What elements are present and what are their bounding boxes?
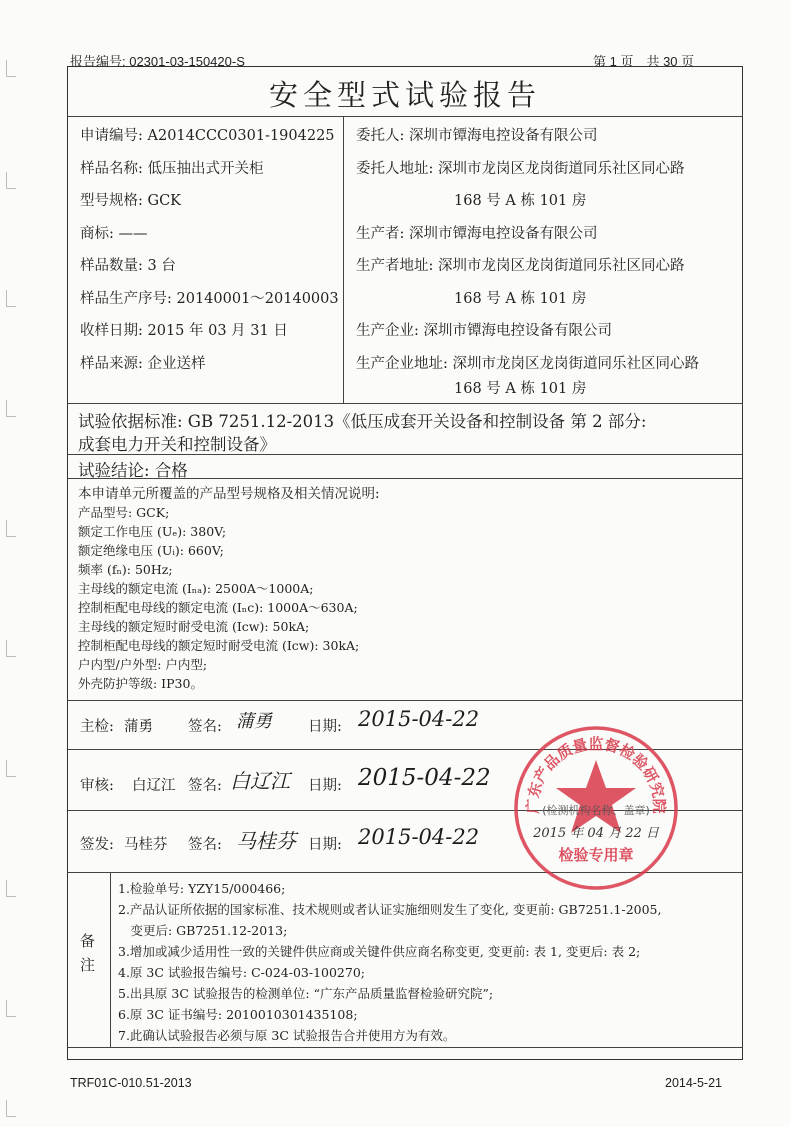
form-date: 2014-5-21: [665, 1076, 722, 1090]
remark-item: 2.产品认证所依据的国家标准、技术规则或者认证实施细则发生了变化, 变更前: GB7251.1-2005,: [118, 902, 662, 917]
star-icon: [556, 760, 636, 833]
form-code: TRF01C-010.51-2013: [70, 1076, 192, 1090]
margin-mark: [6, 520, 16, 537]
inspector-role: 主检:: [80, 719, 114, 735]
inspector-sign-label: 签名:: [188, 719, 222, 735]
field-manufacturer-address: 生产企业地址: 深圳市龙岗区龙岗街道同乐社区同心路: [356, 356, 699, 372]
remark-item: 3.增加或减少适用性一致的关键件供应商或关键件供应商名称变更, 变更前: 表 1, 变更后: 表 2;: [118, 944, 641, 959]
margin-mark: [6, 760, 16, 777]
field-client-address-cont: 168 号 A 栋 101 房: [454, 193, 587, 209]
margin-mark: [6, 640, 16, 657]
inspector-name: 蒲勇: [124, 719, 153, 735]
page-indicator: 第 1 页 共 30 页: [593, 54, 695, 69]
report-title: 安全型式试验报告: [268, 78, 541, 112]
field-producer-address-cont: 168 号 A 栋 101 房: [454, 291, 587, 307]
remark-item: 4.原 3C 试验报告编号: C-024-03-100270;: [118, 965, 366, 980]
margin-mark: [6, 172, 16, 189]
field-producer: 生产者: 深圳市镡海电控设备有限公司: [356, 226, 598, 242]
stamp-bottom-text: 检验专用章: [558, 846, 634, 864]
field-client: 委托人: 深圳市镡海电控设备有限公司: [356, 128, 598, 144]
reviewer-date-label: 日期:: [308, 778, 342, 794]
reviewer-sign-label: 签名:: [188, 778, 222, 794]
approver-date: 2015-04-22: [358, 825, 480, 849]
inspector-signature: 蒲勇: [236, 711, 272, 732]
field-receive-date: 收样日期: 2015 年 03 月 31 日: [80, 323, 288, 339]
approver-name: 马桂芬: [124, 837, 168, 853]
spec-item: 主母线的额定短时耐受电流 (Icw): 50kA;: [78, 619, 310, 634]
divider: [110, 872, 111, 1047]
field-manufacturer: 生产企业: 深圳市镡海电控设备有限公司: [356, 323, 612, 339]
divider: [68, 700, 742, 701]
field-manufacturer-address-cont: 168 号 A 栋 101 房: [454, 381, 587, 397]
field-sample-source: 样品来源: 企业送样: [80, 356, 206, 372]
remark-item: 1.检验单号: YZY15/000466;: [118, 881, 286, 896]
margin-mark: [6, 400, 16, 417]
margin-mark: [6, 1100, 16, 1117]
reviewer-date: 2015-04-22: [358, 765, 491, 791]
spec-item: 主母线的额定电流 (Iₙₐ): 2500A～1000A;: [78, 581, 314, 596]
spec-item: 户内型/户外型: 户内型;: [78, 657, 208, 672]
remark-item: 7.此确认试验报告必须与原 3C 试验报告合并使用方为有效。: [118, 1028, 456, 1043]
spec-item: 控制柜配电母线的额定电流 (Iₙc): 1000A～630A;: [78, 600, 358, 615]
spec-intro: 本申请单元所覆盖的产品型号规格及相关情况说明:: [78, 486, 380, 502]
margin-mark: [6, 880, 16, 897]
margin-mark: [6, 1000, 16, 1017]
spec-item: 频率 (fₙ): 50Hz;: [78, 562, 173, 577]
field-producer-address: 生产者地址: 深圳市龙岗区龙岗街道同乐社区同心路: [356, 258, 685, 274]
remark-item: 变更后: GB7251.12-2013;: [118, 923, 288, 938]
test-conclusion: 试验结论: 合格: [78, 461, 188, 480]
approver-signature: 马桂芬: [236, 829, 296, 853]
reviewer-signature: 白辽江: [230, 769, 290, 793]
official-stamp: [510, 722, 682, 894]
field-sample-qty: 样品数量: 3 台: [80, 258, 176, 274]
remarks-label: 备 注: [80, 932, 111, 974]
test-standard: 试验依据标准: GB 7251.12-2013《低压成套开关设备和控制设备 第 2 部分:: [78, 412, 647, 431]
stamp-date: 2015 年 04 月 22 日: [533, 826, 659, 841]
inspector-date: 2015-04-22: [358, 707, 480, 731]
approver-sign-label: 签名:: [188, 837, 222, 853]
divider: [68, 1047, 742, 1048]
spec-item: 产品型号: GCK;: [78, 505, 170, 520]
test-standard-cont: 成套电力开关和控制设备》: [78, 435, 276, 454]
field-trademark: 商标: ——: [80, 226, 148, 242]
remark-item: 5.出具原 3C 试验报告的检测单位: “广东产品质量监督检验研究院”;: [118, 986, 494, 1001]
divider: [68, 403, 742, 404]
margin-mark: [6, 290, 16, 307]
field-serial-no: 样品生产序号: 20140001～20140003: [80, 291, 339, 307]
spec-item: 额定工作电压 (Uₑ): 380V;: [78, 524, 227, 539]
field-model: 型号规格: GCK: [80, 193, 182, 209]
divider: [343, 116, 344, 403]
margin-mark: [6, 60, 16, 77]
reviewer-name: 白辽江: [132, 778, 176, 794]
approver-role: 签发:: [80, 837, 114, 853]
report-number: 报告编号: 02301-03-150420-S: [70, 54, 245, 69]
approver-date-label: 日期:: [308, 837, 342, 853]
report-table: [67, 66, 743, 1060]
stamp-inner-label: (检测机构名称、盖章): [542, 804, 650, 817]
reviewer-role: 审核:: [80, 778, 114, 794]
spec-item: 外壳防护等级: IP30。: [78, 676, 203, 691]
spec-item: 额定绝缘电压 (Uᵢ): 660V;: [78, 543, 224, 558]
field-sample-name: 样品名称: 低压抽出式开关柜: [80, 161, 264, 177]
divider: [68, 116, 742, 117]
inspector-date-label: 日期:: [308, 719, 342, 735]
field-client-address: 委托人地址: 深圳市龙岗区龙岗街道同乐社区同心路: [356, 161, 685, 177]
field-application-no: 申请编号: A2014CCC0301-1904225: [80, 128, 335, 144]
remark-item: 6.原 3C 证书编号: 2010010301435108;: [118, 1007, 358, 1022]
stamp-org: 广东产品质量监督检验研究院: [523, 734, 669, 814]
spec-item: 控制柜配电母线的额定短时耐受电流 (Icw): 30kA;: [78, 638, 360, 653]
